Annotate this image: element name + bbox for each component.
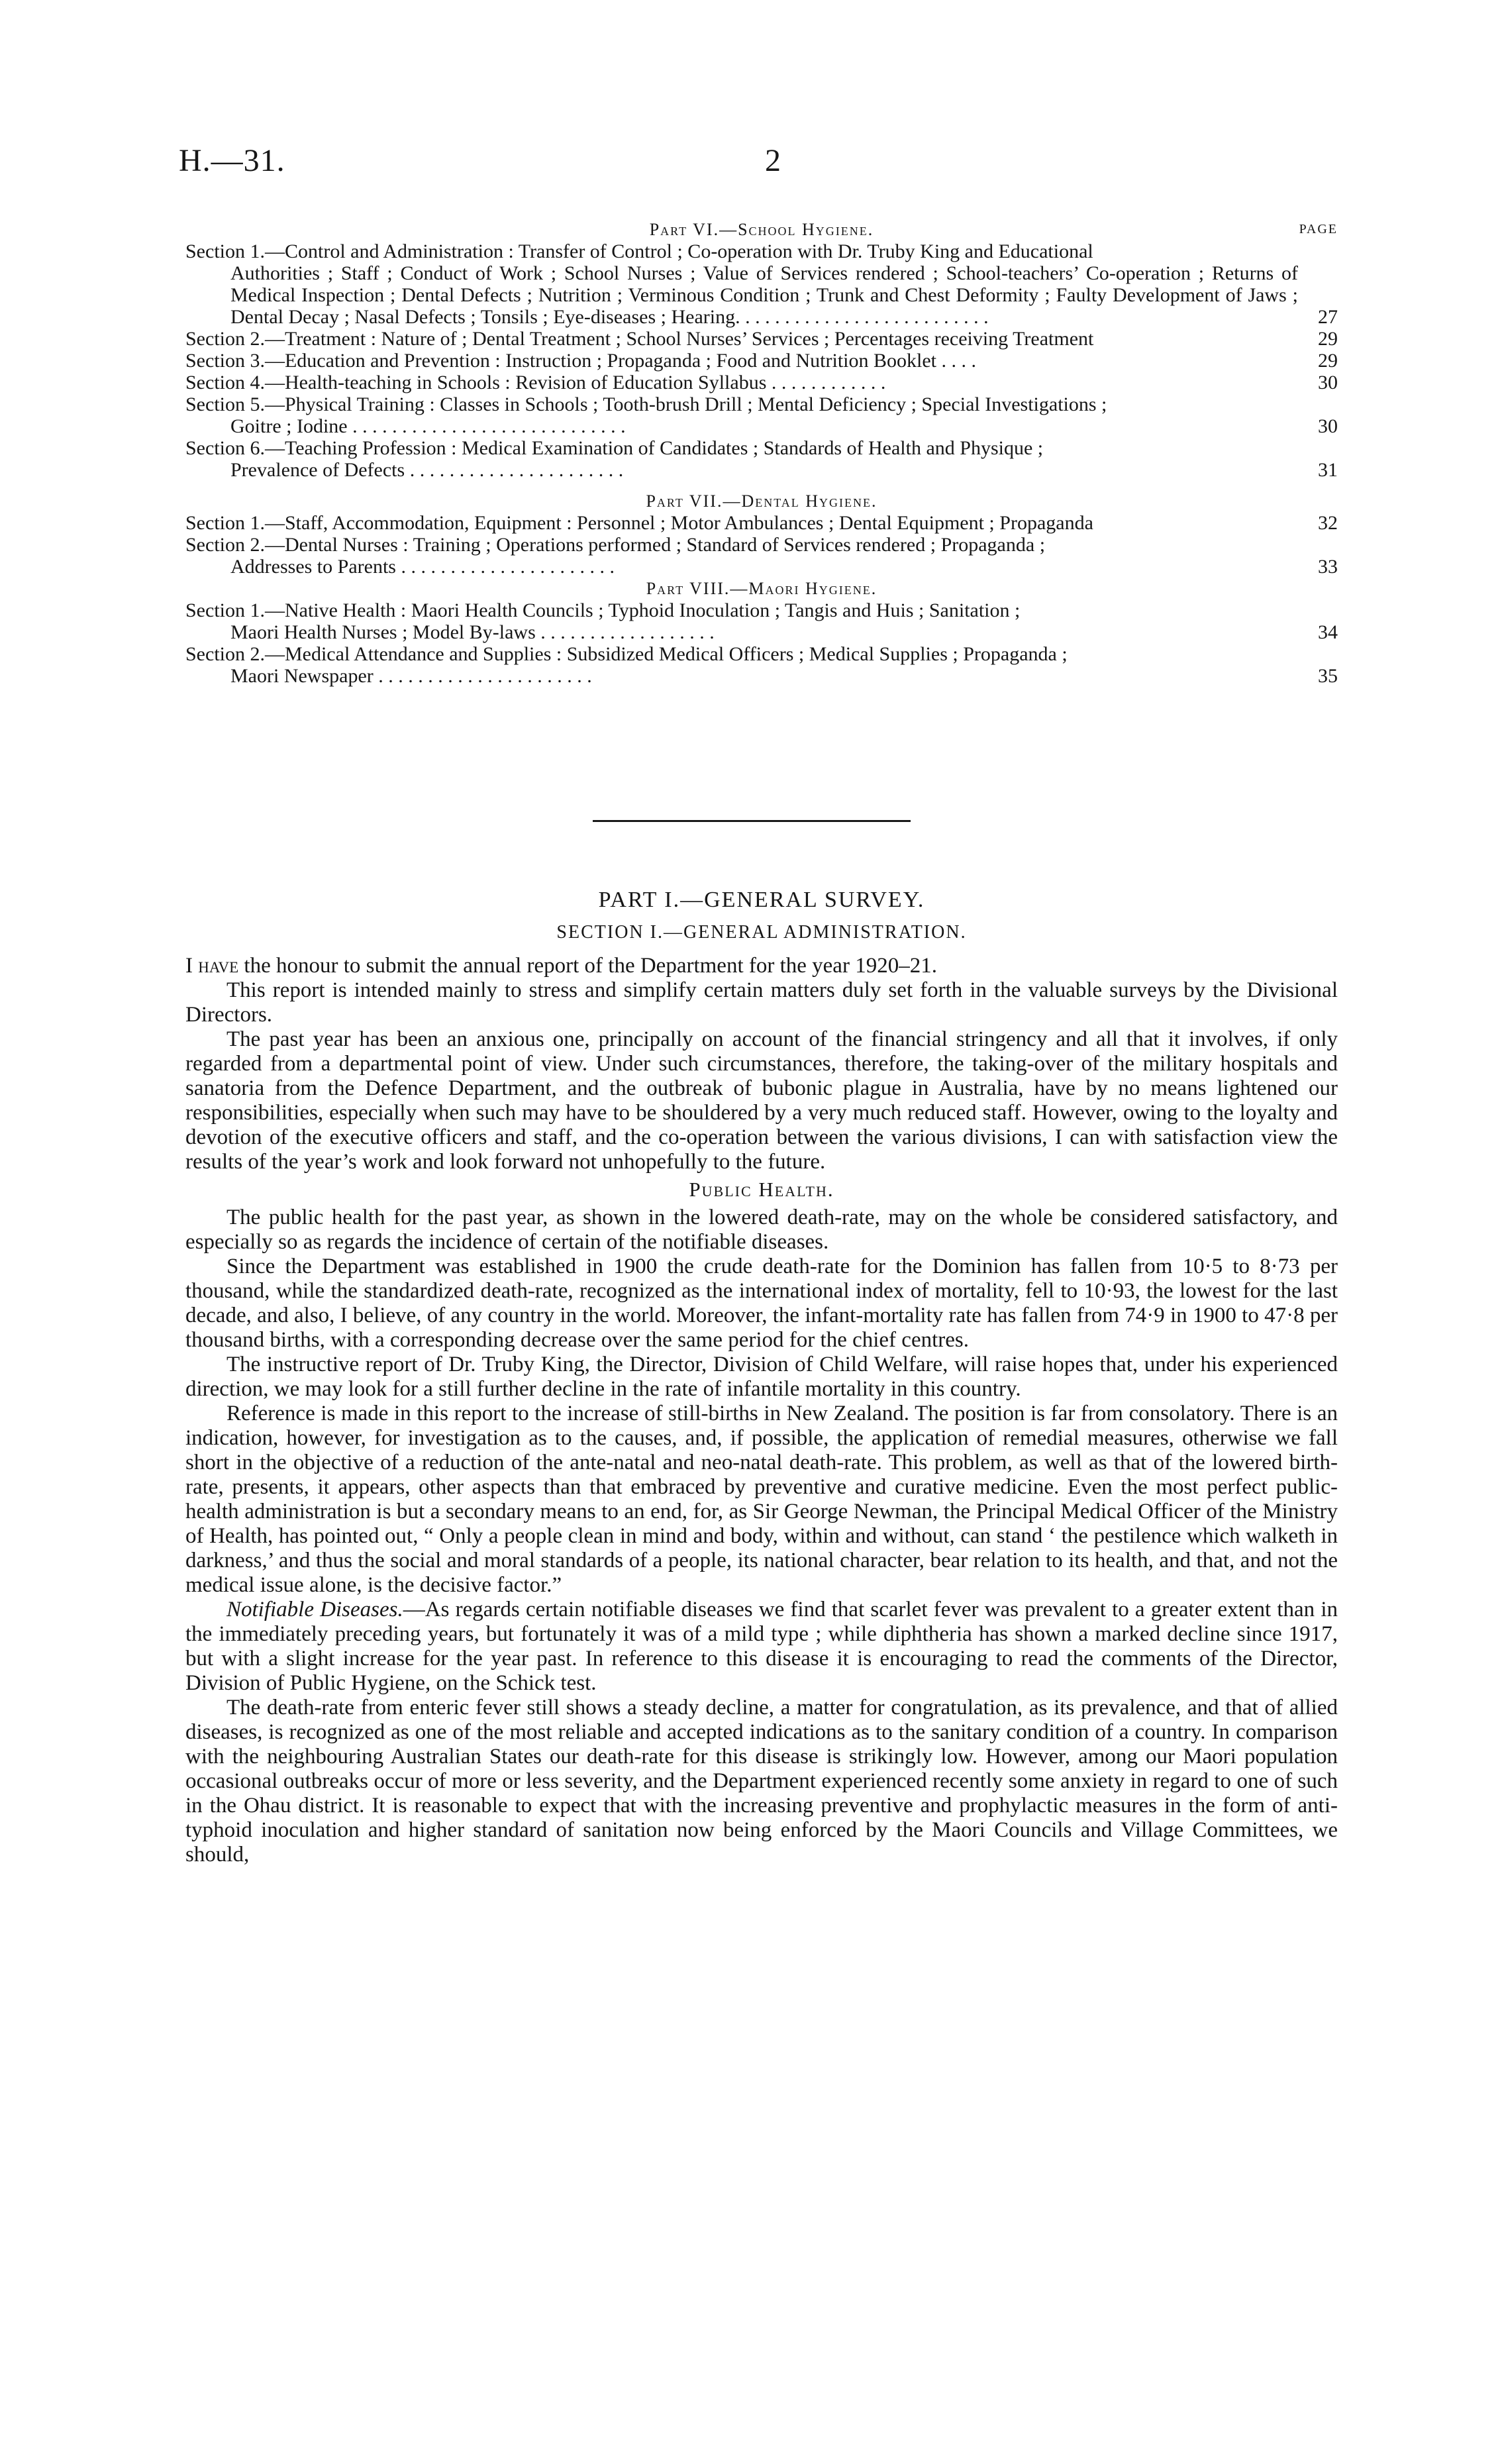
toc-entry-text: Section 1.—Native Health : Maori Health Councils ; Typhoid Inoculation ; Tangis and Huis ; Sanitation ; <box>185 599 1021 621</box>
body-paragraph: This report is intended mainly to stress and simplify certain matters duly set forth in the valuable surveys by the Divisional Directors. <box>185 978 1338 1027</box>
toc-entry-continuation: Maori Newspaper . . . . . . . . . . . . . . . . . . . . . . <box>230 665 592 687</box>
section-title: SECTION I.—GENERAL ADMINISTRATION. <box>556 922 967 943</box>
toc-entry-page: 30 <box>1318 415 1338 437</box>
toc-entry-page: 30 <box>1318 372 1338 393</box>
toc-part-title: Part VI.—School Hygiene. <box>649 220 874 239</box>
toc-entry-text: Section 2.—Treatment : Nature of ; Dental Treatment ; School Nurses’ Services ; Percentages receiving Treatment <box>185 328 1094 350</box>
body-paragraph: The public health for the past year, as shown in the lowered death-rate, may on the whole be considered satisfactory, and especially so as regards the incidence of certain of the notifiable diseases. <box>185 1206 1338 1254</box>
toc-entry-text: Section 5.—Physical Training : Classes in Schools ; Tooth-brush Drill ; Mental Deficiency ; Special Investigations ; <box>185 393 1107 415</box>
toc-entry-page: 32 <box>1318 512 1338 534</box>
toc-entry <box>185 643 1338 687</box>
toc-entry-page: 35 <box>1318 665 1338 687</box>
toc-entry-text: Section 1.—Control and Administration : Transfer of Control ; Co-operation with Dr. Truby King and Educational <box>185 240 1093 262</box>
toc-entry-page: 29 <box>1318 328 1338 350</box>
notifiable-diseases-paragraph <box>185 1598 1338 1696</box>
toc-entry <box>185 437 1338 481</box>
toc-entry-page: 29 <box>1318 350 1338 372</box>
opening-caps: I have <box>185 954 239 978</box>
toc-entry-continuation: Prevalence of Defects . . . . . . . . . . . . . . . . . . . . . . <box>230 459 624 481</box>
toc-entry-page: 27 <box>1318 306 1338 328</box>
section-divider-rule <box>593 820 911 822</box>
toc-part-title: Part VIII.—Maori Hygiene. <box>646 579 877 598</box>
body-paragraph: The instructive report of Dr. Truby King, the Director, Division of Child Welfare, will raise hopes that, under his experienced direction, we may look for a still further decline in the rate of infantile mortality in this country. <box>185 1353 1338 1401</box>
toc-entry-page: 33 <box>1318 556 1338 578</box>
toc-part-heading-row <box>185 219 1338 240</box>
opening-text: the honour to submit the annual report of the Department for the year 1920–21. <box>238 954 937 978</box>
toc-entry-text: Section 3.—Education and Prevention : Instruction ; Propaganda ; Food and Nutrition Booklet . . . . <box>185 350 976 372</box>
toc-entry <box>185 240 1338 328</box>
report-body <box>185 888 1338 1867</box>
page-header <box>179 142 1323 189</box>
toc-part-title: Part VII.—Dental Hygiene. <box>646 491 877 511</box>
notifiable-diseases-label: Notifiable Diseases. <box>226 1598 403 1621</box>
body-paragraph: The death-rate from enteric fever still shows a steady decline, a matter for congratulation, as its prevalence, and that of allied diseases, is recognized as one of the most reliable and accepted indications as to the sanitary condition of a country. In comparison with the neighbouring Australian States our death-rate for this disease is strikingly low. However, among our Maori population occasional outbreaks occur of more or less severity, and the Department experienced recently some anxiety in regard to one of such in the Ohau district. It is reasonable to expect that with the increasing preventive and prophylactic measures in the form of anti-typhoid inoculation and higher standard of sanitation now being enforced by the Maori Councils and Village Committees, we should, <box>185 1696 1338 1867</box>
subheading-public-health: Public Health. <box>689 1178 834 1201</box>
page-column-label: PAGE <box>1299 222 1338 236</box>
toc-entry-continuation: Maori Health Nurses ; Model By-laws . . . . . . . . . . . . . . . . . . <box>230 621 715 643</box>
toc-entry-text: Section 1.—Staff, Accommodation, Equipment : Personnel ; Motor Ambulances ; Dental Equipment ; Propaganda <box>185 512 1093 534</box>
toc-entry-page: 31 <box>1318 459 1338 481</box>
toc-entry-text: Section 6.—Teaching Profession : Medical Examination of Candidates ; Standards of Health and Physique ; <box>185 437 1044 459</box>
toc-entry-continuation: Addresses to Parents . . . . . . . . . . . . . . . . . . . . . . <box>230 556 615 578</box>
toc-entry-text: Section 2.—Medical Attendance and Supplies : Subsidized Medical Officers ; Medical Supplies ; Propaganda ; <box>185 643 1068 665</box>
toc-entry <box>185 599 1338 643</box>
page-number: 2 <box>765 143 781 178</box>
toc-entry-page: 34 <box>1318 621 1338 643</box>
toc-entry-continuation: Goitre ; Iodine . . . . . . . . . . . . . . . . . . . . . . . . . . . . <box>230 415 626 437</box>
toc-entry <box>185 350 1338 372</box>
part-title: PART I.—GENERAL SURVEY. <box>598 888 925 912</box>
document-id: H.—31. <box>179 143 285 178</box>
toc-entry-text: Section 2.—Dental Nurses : Training ; Operations performed ; Standard of Services rendered ; Propaganda ; <box>185 534 1046 556</box>
toc-entry <box>185 393 1338 437</box>
toc-entry <box>185 534 1338 578</box>
opening-paragraph <box>185 954 1338 978</box>
toc-entry-text: Section 4.—Health-teaching in Schools : Revision of Education Syllabus . . . . . . . . . . . . <box>185 372 886 393</box>
toc-entry <box>185 372 1338 393</box>
toc-entry-continuation: Authorities ; Staff ; Conduct of Work ; School Nurses ; Value of Services rendered ; School-teachers’ Co-operation ; Returns of Medical Inspection ; Dental Defects ; Nutrition ; Verminous Condition ; Trunk and Chest Deformity ; Faulty Development of Jaws ; Dental Decay ; Nasal Defects ; Tonsils ; Eye-diseases ; Hearing. . . . . . . . . . . . . . . . . . . . . . . . . . <box>230 262 1298 328</box>
notifiable-diseases-text: —As regards certain notifiable diseases we find that scarlet fever was prevalent to a greater extent than in the immediately preceding years, but fortunately it was of a mild type ; while diphtheria has shown a marked decline since 1917, but with a slight increase for the year past. In reference to this disease it is encouraging to read the comments of the Director, Division of Public Hygiene, on the Schick test. <box>185 1598 1338 1695</box>
toc-entry <box>185 512 1338 534</box>
body-paragraph: Since the Department was established in 1900 the crude death-rate for the Dominion has fallen from 10·5 to 8·73 per thousand, while the standardized death-rate, recognized as the international index of mortality, fell to 10·93, the lowest for the last decade, and also, I believe, of any country in the world. Moreover, the infant-mortality rate has fallen from 74·9 in 1900 to 47·8 per thousand births, with a corresponding decrease over the same period for the chief centres. <box>185 1255 1338 1352</box>
toc-entry <box>185 328 1338 350</box>
body-paragraph: The past year has been an anxious one, principally on account of the financial stringency and all that it involves, if only regarded from a departmental point of view. Under such circumstances, therefore, the taking-over of the military hospitals and sanatoria from the Defence Department, and the outbreak of bubonic plague in Australia, have by no means lightened our responsibilities, especially when such may have to be shouldered by a very much reduced staff. However, owing to the loyalty and devotion of the executive officers and staff, and the co-operation between the various divisions, I can with satisfaction view the results of the year’s work and look forward not unhopefully to the future. <box>185 1027 1338 1174</box>
table-of-contents <box>185 219 1338 687</box>
body-paragraph: Reference is made in this report to the increase of still-births in New Zealand. The position is far from consolatory. There is an indication, however, for investigation as to the causes, and, if possible, the application of remedial measures, otherwise we fall short in the objective of a reduction of the ante-natal and neo-natal death-rate. This problem, as well as that of the lowered birth-rate, presents, it appears, other aspects than that embraced by preventive and curative medicine. Even the most perfect public-health administration is but a secondary means to an end, for, as Sir George Newman, the Principal Medical Officer of the Ministry of Health, has pointed out, “ Only a people clean in mind and body, within and without, can stand ‘ the pestilence which walketh in darkness,’ and thus the social and moral standards of a people, its national character, bear relation to its health, and that, and not the medical issue alone, is the decisive factor.” <box>185 1402 1338 1597</box>
